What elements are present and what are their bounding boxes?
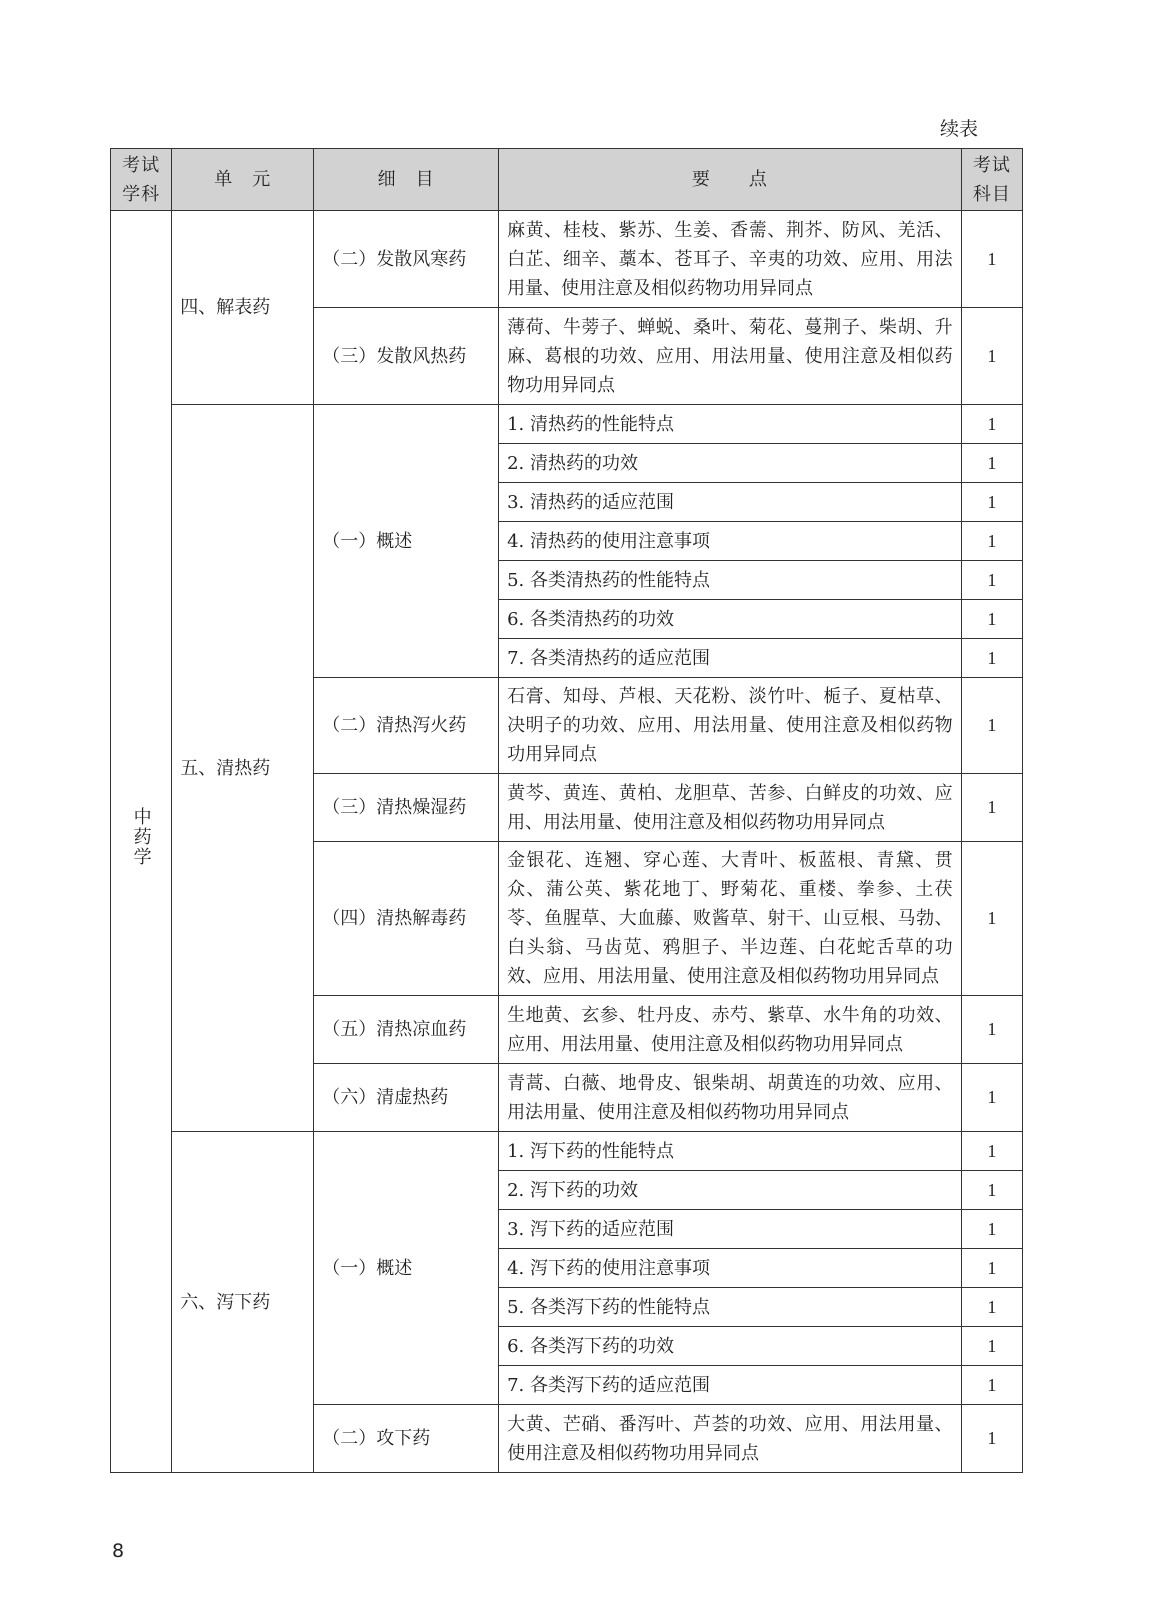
page-number: 8 [112,1540,125,1562]
point-cell: 2. 泻下药的功效 [499,1171,962,1210]
table-row [111,1132,1023,1171]
point-cell: 1. 清热药的性能特点 [499,405,962,444]
point-cell: 4. 泻下药的使用注意事项 [499,1249,962,1288]
exam-cell: 1 [961,522,1022,561]
exam-cell: 1 [961,308,1022,405]
exam-cell: 1 [961,1288,1022,1327]
exam-cell: 1 [961,1064,1022,1132]
header-unit: 单 元 [172,149,314,211]
point-cell: 麻黄、桂枝、紫苏、生姜、香薷、荆芥、防风、羌活、白芷、细辛、藁本、苍耳子、辛夷的功效、应用、用法用量、使用注意及相似药物功用异同点 [499,211,962,308]
exam-cell: 1 [961,600,1022,639]
item-cell: （六）清虚热药 [314,1064,499,1132]
item-cell: （二）攻下药 [314,1405,499,1473]
exam-cell: 1 [961,1249,1022,1288]
item-cell: （一）概述 [314,1132,499,1405]
exam-cell: 1 [961,1405,1022,1473]
unit-cell: 六、泻下药 [172,1132,314,1473]
point-cell: 青蒿、白薇、地骨皮、银柴胡、胡黄连的功效、应用、用法用量、使用注意及相似药物功用异同点 [499,1064,962,1132]
point-cell: 7. 各类泻下药的适应范围 [499,1366,962,1405]
item-cell: （四）清热解毒药 [314,842,499,996]
table-row [111,405,1023,444]
subject-label: 中药学 [130,807,152,867]
exam-cell: 1 [961,561,1022,600]
point-cell: 5. 各类清热药的性能特点 [499,561,962,600]
point-cell: 1. 泻下药的性能特点 [499,1132,962,1171]
table-row [111,211,1023,308]
header-exam: 考试科目 [961,149,1022,211]
item-cell: （三）发散风热药 [314,308,499,405]
exam-cell: 1 [961,1210,1022,1249]
point-cell: 金银花、连翘、穿心莲、大青叶、板蓝根、青黛、贯众、蒲公英、紫花地丁、野菊花、重楼、拳参、土茯苓、鱼腥草、大血藤、败酱草、射干、山豆根、马勃、白头翁、马齿苋、鸦胆子、半边莲、白花蛇舌草的功效、应用、用法用量、使用注意及相似药物功用异同点 [499,842,962,996]
point-cell: 4. 清热药的使用注意事项 [499,522,962,561]
header-row [111,149,1023,211]
point-cell: 6. 各类泻下药的功效 [499,1327,962,1366]
exam-cell: 1 [961,774,1022,842]
exam-cell: 1 [961,639,1022,678]
exam-cell: 1 [961,1132,1022,1171]
point-cell: 黄芩、黄连、黄柏、龙胆草、苦参、白鲜皮的功效、应用、用法用量、使用注意及相似药物功用异同点 [499,774,962,842]
point-cell: 薄荷、牛蒡子、蝉蜕、桑叶、菊花、蔓荆子、柴胡、升麻、葛根的功效、应用、用法用量、使用注意及相似药物功用异同点 [499,308,962,405]
exam-cell: 1 [961,996,1022,1064]
point-cell: 大黄、芒硝、番泻叶、芦荟的功效、应用、用法用量、使用注意及相似药物功用异同点 [499,1405,962,1473]
point-cell: 5. 各类泻下药的性能特点 [499,1288,962,1327]
syllabus-table [110,148,1023,1473]
unit-cell: 五、清热药 [172,405,314,1132]
point-cell: 3. 泻下药的适应范围 [499,1210,962,1249]
point-cell: 2. 清热药的功效 [499,444,962,483]
unit-cell: 四、解表药 [172,211,314,405]
exam-cell: 1 [961,211,1022,308]
header-item: 细 目 [314,149,499,211]
item-cell: （三）清热燥湿药 [314,774,499,842]
continuation-label: 续表 [940,118,979,140]
header-subject: 考试学科 [111,149,172,211]
point-cell: 7. 各类清热药的适应范围 [499,639,962,678]
point-cell: 生地黄、玄参、牡丹皮、赤芍、紫草、水牛角的功效、应用、用法用量、使用注意及相似药物功用异同点 [499,996,962,1064]
item-cell: （五）清热凉血药 [314,996,499,1064]
point-cell: 6. 各类清热药的功效 [499,600,962,639]
exam-cell: 1 [961,842,1022,996]
exam-cell: 1 [961,483,1022,522]
exam-cell: 1 [961,1366,1022,1405]
item-cell: （二）发散风寒药 [314,211,499,308]
exam-cell: 1 [961,1171,1022,1210]
exam-cell: 1 [961,405,1022,444]
point-cell: 石膏、知母、芦根、天花粉、淡竹叶、栀子、夏枯草、决明子的功效、应用、用法用量、使用注意及相似药物功用异同点 [499,678,962,774]
point-cell: 3. 清热药的适应范围 [499,483,962,522]
exam-cell: 1 [961,678,1022,774]
exam-cell: 1 [961,1327,1022,1366]
exam-cell: 1 [961,444,1022,483]
item-cell: （一）概述 [314,405,499,678]
subject-cell [111,211,172,1473]
item-cell: （二）清热泻火药 [314,678,499,774]
header-points: 要 点 [499,149,962,211]
